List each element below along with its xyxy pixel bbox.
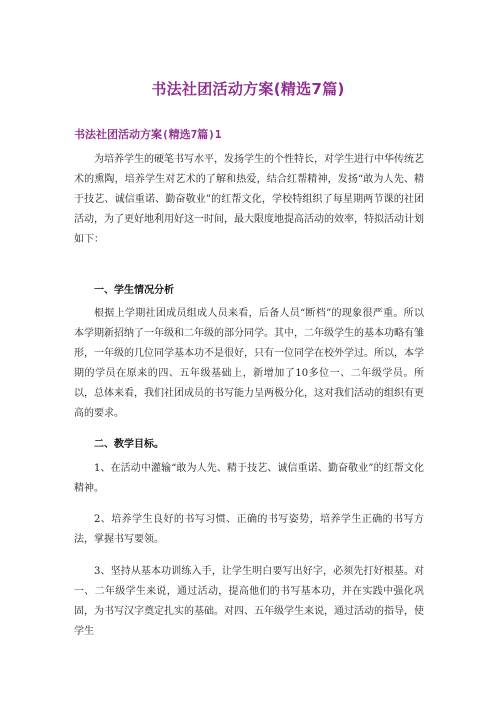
document-title: 书法社团活动方案(精选7篇) [151,80,345,98]
goal-paragraph-1: 1、在活动中灌输“敢为人先、精于技艺、诚信重诺、勤奋敬业”的红帮文化精神。 [74,463,424,494]
section-heading-student-analysis: 一、学生情况分析 [94,285,174,296]
section-heading-teaching-goals: 二、教学目标。 [94,439,164,450]
goal-paragraph-3: 3、坚持从基本功训练入手，让学生明白要写出好字，必须先打好根基。对一、二年级学生来说，通过活动，提高他们的书写基本功，并在实践中强化巩固，为书写汉字奠定扎实的基础。对四、五年级学生来说，通过活动的指导，使学生 [74,566,424,637]
student-analysis-paragraph: 根据上学期社团成员组成人员来看，后备人员“断档”的现象很严重。所以本学期新招纳了一年级和二年级的部分同学。其中，二年级学生的基本功略有雏形，一年级的几位同学基本功不是很好，只有一位同学在校外学过。所以，本学期的学员在原来的四、五年级基础上，新增加了10多位一、二年级学员。所以，总体来看，我们社团成员的书写能力呈两极分化，这对我们活动的组织有更高的要求。 [74,308,424,419]
intro-paragraph: 为培养学生的硬笔书写水平，发扬学生的个性特长，对学生进行中华传统艺术的熏陶，培养学生对艺术的了解和热爱，结合红帮精神，发扬“敢为人先、精于技艺、诚信重诺、勤奋敬业”的红帮文化，学校特组织了每星期两节课的社团活动，为了更好地利用好这一时间，最大限度地提高活动的效率，特拟活动计划如下： [74,154,424,245]
section-subtitle: 书法社团活动方案(精选7篇)1 [74,128,222,141]
goal-paragraph-2: 2、培养学生良好的书写习惯、正确的书写姿势，培养学生正确的书写方法，掌握书写要领。 [74,514,424,545]
